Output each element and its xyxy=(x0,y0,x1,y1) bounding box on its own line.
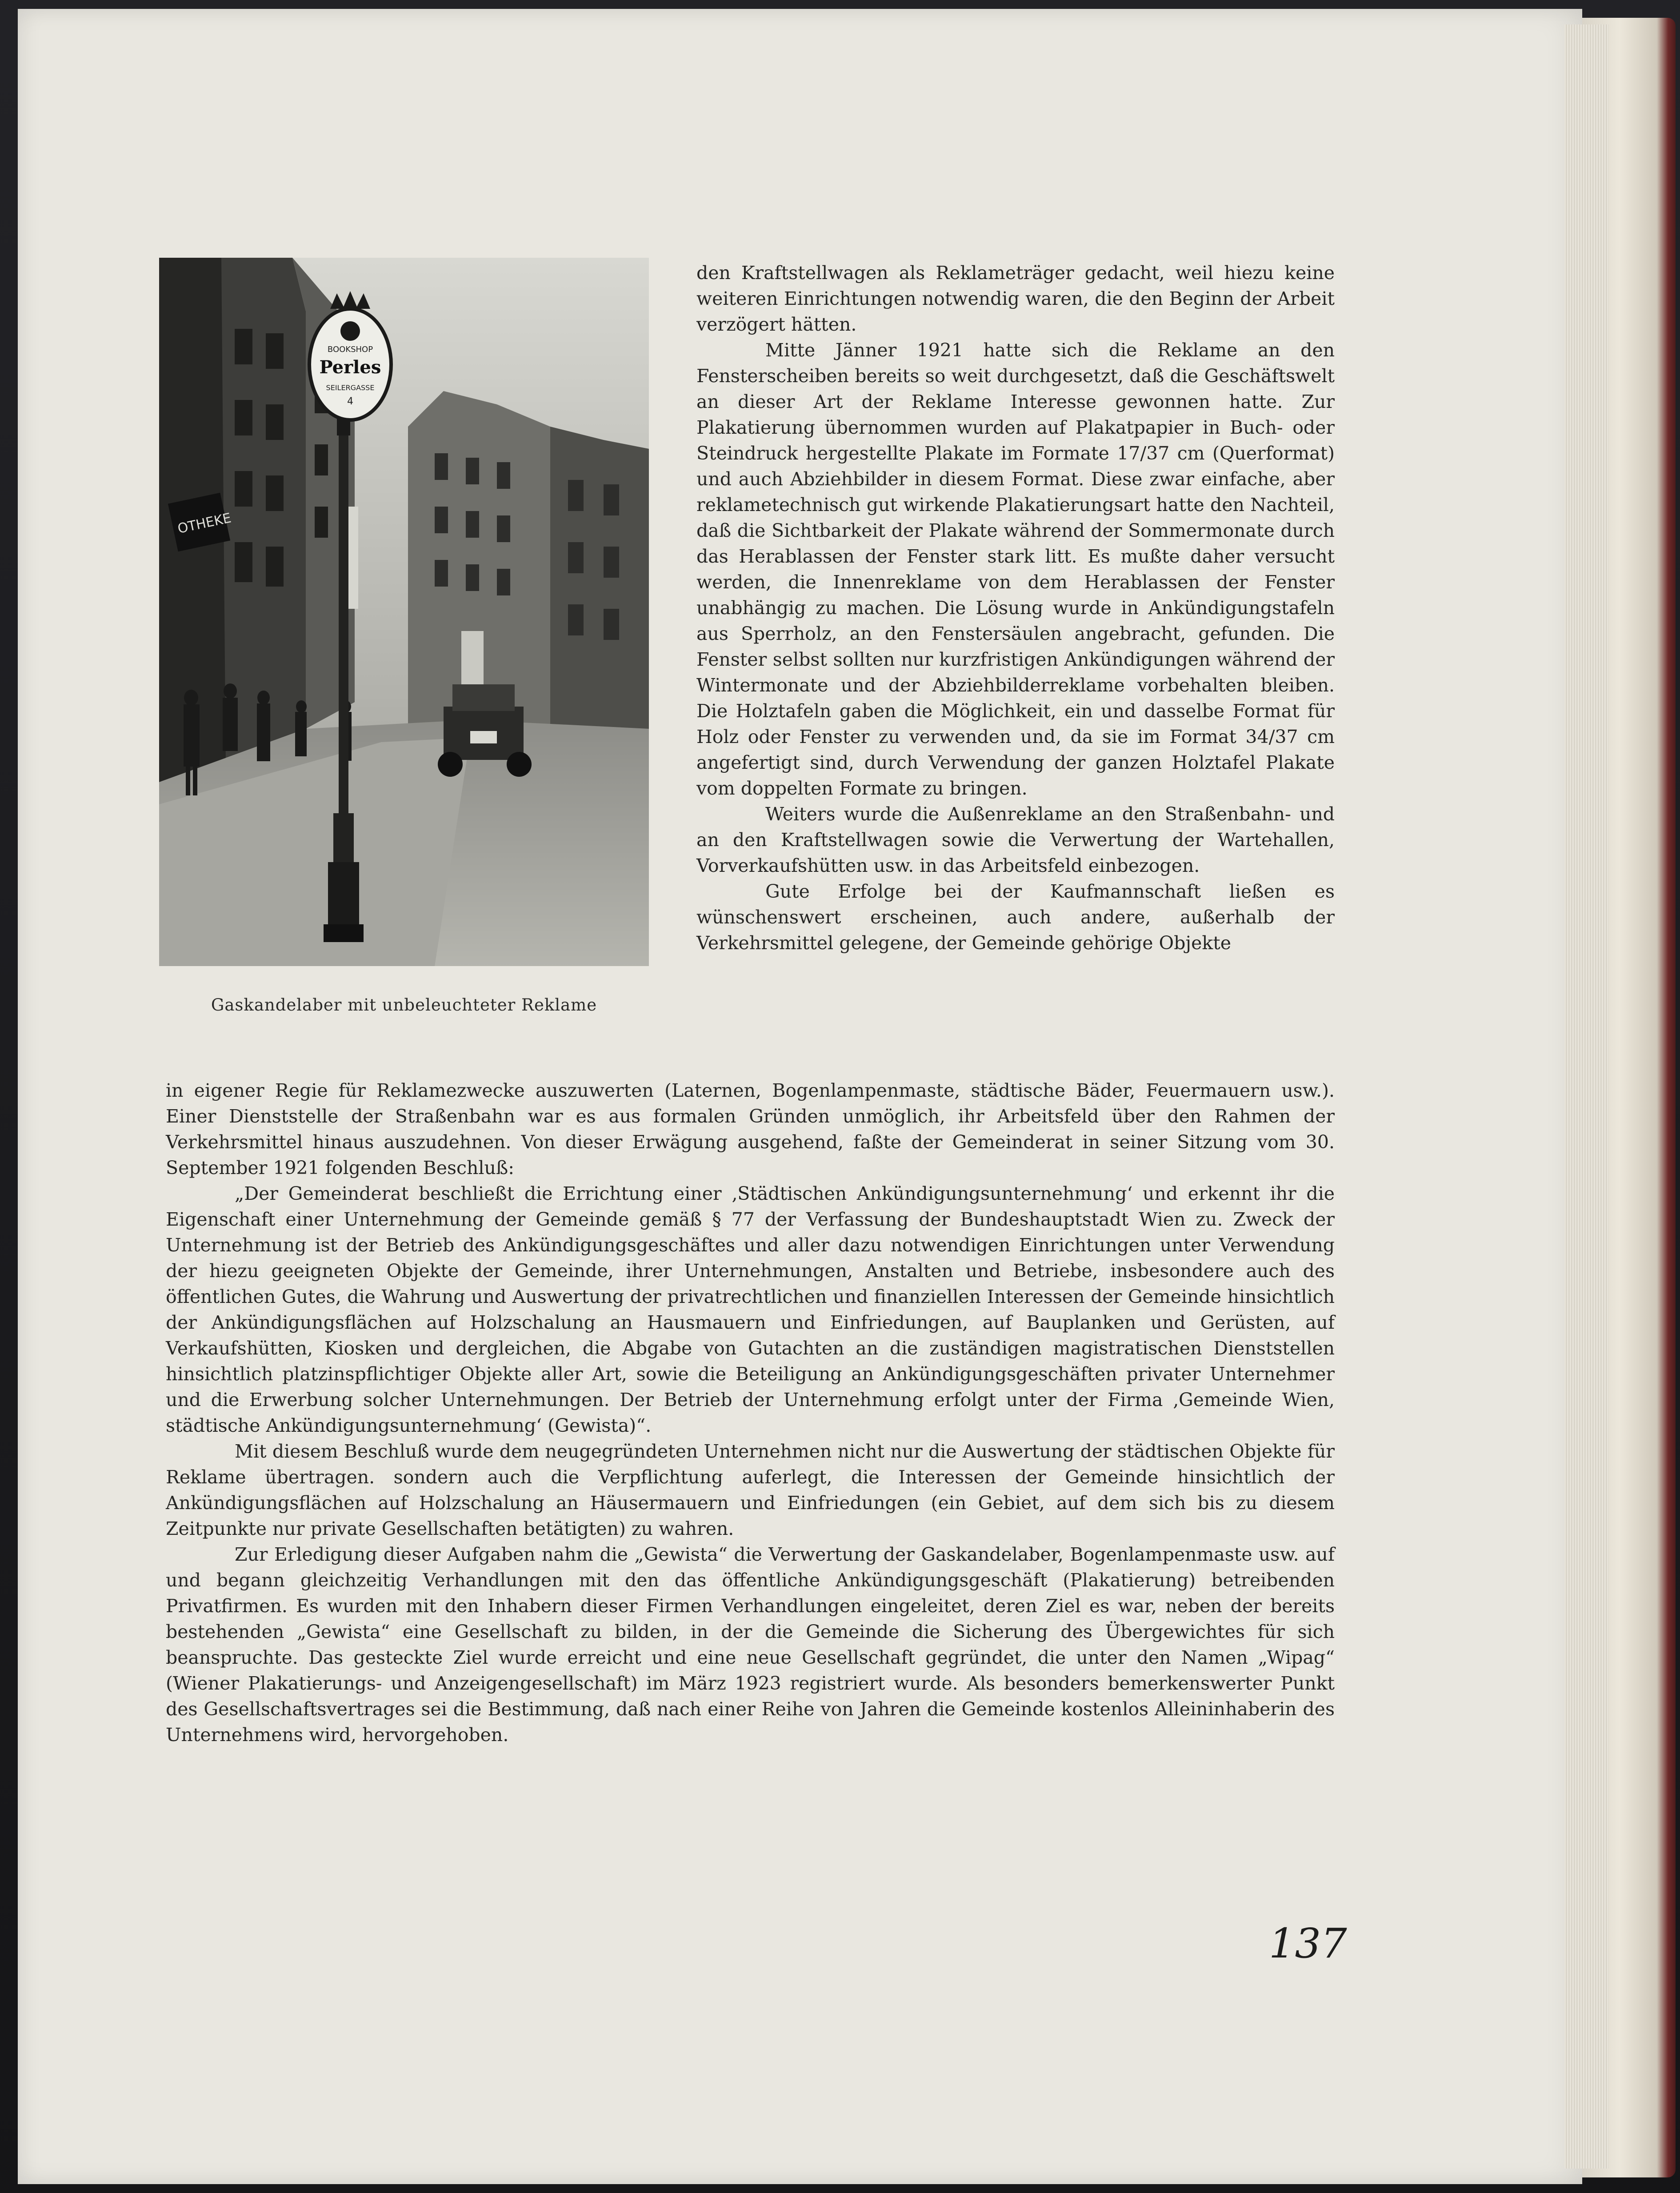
book-page xyxy=(18,9,1582,2184)
page-edges xyxy=(1564,24,1609,2169)
right-column-text xyxy=(696,260,1335,956)
column-paragraph-4: Gute Erfolge bei der Kaufmannschaft ließen es wünschenswert erscheinen, auch andere, außerhalb der Verkehrsmittel gelegene, der Gemeinde gehörige Objekte xyxy=(696,881,1335,954)
full-paragraph-3: Mit diesem Beschluß wurde dem neugegründeten Unternehmen nicht nur die Auswertung der städtischen Objekte für Reklame übertragen. sondern auch die Verpflichtung auferlegt, die Interessen der Gemeinde hinsichtlich der Ankündigungsflächen auf Holzschalung an Häusermauern und Einfriedungen (ein Gebiet, auf dem sich bis zu diesem Zeitpunkte nur private Gesellschaften betätigten) zu wahren. xyxy=(166,1441,1335,1539)
street-photo xyxy=(159,258,649,966)
sign-street-text: SEILERGASSE xyxy=(326,383,375,392)
full-paragraph-4: Zur Erledigung dieser Aufgaben nahm die „Gewista“ die Verwertung der Gaskandelaber, Bogenlampenmaste usw. auf und begann gleichzeitig Verhandlungen mit den das öffentliche Ankündigungsgeschäft (Plakatierung) betreibenden Privatfirmen. Es wurden mit den Inhabern dieser Firmen Verhandlungen eingeleitet, deren Ziel es war, neben der bereits bestehenden „Gewista“ eine Gesellschaft zu bilden, in der die Gemeinde die Sicherung des Übergewichtes für sich beanspruchte. Das gesteckte Ziel wurde erreicht und eine neue Gesellschaft gegründet, die unter den Namen „Wipag“ (Wiener Plakatierungs- und Anzeigengesellschaft) im März 1923 registriert wurde. Als besonders bemerkenswerter Punkt des Gesellschaftsvertrages sei die Bestimmung, daß nach einer Reihe von Jahren die Gemeinde kostenlos Alleininhaberin des Unternehmens wird, hervorgehoben. xyxy=(166,1544,1335,1746)
sign-perles-text: Perles xyxy=(319,357,381,378)
page-number: 137 xyxy=(1269,1920,1347,1967)
full-width-text xyxy=(166,1078,1335,1748)
full-paragraph-1: in eigener Regie für Reklamezwecke auszuwerten (Laternen, Bogenlampenmaste, städtische Bäder, Feuermauern usw.). Einer Dienststelle der Straßenbahn war es aus formalen Gründen unmöglich, ihr Arbeitsfeld über den Rahmen der Verkehrsmittel hinaus auszudehnen. Von dieser Erwägung ausgehend, faßte der Gemeinderat in seiner Sitzung vom 30. September 1921 folgenden Beschluß: xyxy=(166,1080,1335,1178)
column-paragraph-2: Mitte Jänner 1921 hatte sich die Reklame an den Fensterscheiben bereits so weit durchgesetzt, daß die Geschäftswelt an dieser Art der Reklame Interesse gewonnen hatte. Zur Plakatierung übernommen wurden auf Plakatpapier in Buch- oder Steindruck hergestellte Plakate im Formate 17/37 cm (Querformat) und auch Abziehbilder in diesem Format. Diese zwar einfache, aber reklametechnisch gut wirkende Plakatierungsart hatte den Nachteil, daß die Sichtbarkeit der Plakate während der Sommermonate durch das Herablassen der Fenster stark litt. Es mußte daher versucht werden, die Innenreklame von dem Herablassen der Fenster unabhängig zu machen. Die Lösung wurde in Ankündigungstafeln aus Sperrholz, an den Fenstersäulen angebracht, gefunden. Die Fenster selbst sollten nur kurzfristigen Ankündigungen während der Wintermonate und der Abziehbilderreklame vorbehalten bleiben. Die Holztafeln gaben die Möglichkeit, ein und dasselbe Format für Holz oder Fenster zu verwenden und, da sie im Format 34/37 cm angefertigt sind, durch Verwendung der ganzen Holztafel Plakate vom doppelten Formate zu bringen. xyxy=(696,340,1335,799)
photo-caption: Gaskandelaber mit unbeleuchteter Reklame xyxy=(211,995,597,1015)
column-paragraph-3: Weiters wurde die Außenreklame an den Straßenbahn- und an den Kraftstellwagen sowie die Verwertung der Wartehallen, Vorverkaufshütten usw. in das Arbeitsfeld einbezogen. xyxy=(696,803,1335,876)
sign-bookshop-text: BOOKSHOP xyxy=(327,345,373,354)
column-paragraph-1: den Kraftstellwagen als Reklameträger gedacht, weil hiezu keine weiteren Einrichtungen notwendig waren, die den Beginn der Arbeit verzögert hätten. xyxy=(696,262,1335,335)
shop-sign-text: OTHEKE xyxy=(176,510,233,537)
full-paragraph-2: „Der Gemeinderat beschließt die Errichtung einer ‚Städtischen Ankündigungsunternehmung‘ und erkennt ihr die Eigenschaft einer Unternehmung der Gemeinde gemäß § 77 der Verfassung der Bundeshauptstadt Wien zu. Zweck der Unternehmung ist der Betrieb des Ankündigungsgeschäftes und aller dazu notwendigen Einrichtungen unter Verwendung der hiezu geeigneten Objekte der Gemeinde, ihrer Unternehmungen, Anstalten und Betriebe, insbesondere auch des öffentlichen Gutes, die Wahrung und Auswertung der privatrechtlichen und finanziellen Interessen der Gemeinde hinsichtlich der Ankündigungsflächen auf Holzschalung an Hausmauern und Einfriedungen, auf Bauplanken und Gerüsten, auf Verkaufshütten, Kiosken und dergleichen, die Abgabe von Gutachten an die zuständigen magistratischen Dienststellen hinsichtlich platzinspflichtiger Objekte aller Art, sowie die Beteiligung an Ankündigungsgeschäften privater Unternehmer und die Erwerbung solcher Unternehmungen. Der Betrieb der Unternehmung erfolgt unter der Firma ‚Gemeinde Wien, städtische Ankündigungsunternehmung‘ (Gewista)“. xyxy=(166,1183,1335,1436)
sign-number-text: 4 xyxy=(347,396,353,407)
